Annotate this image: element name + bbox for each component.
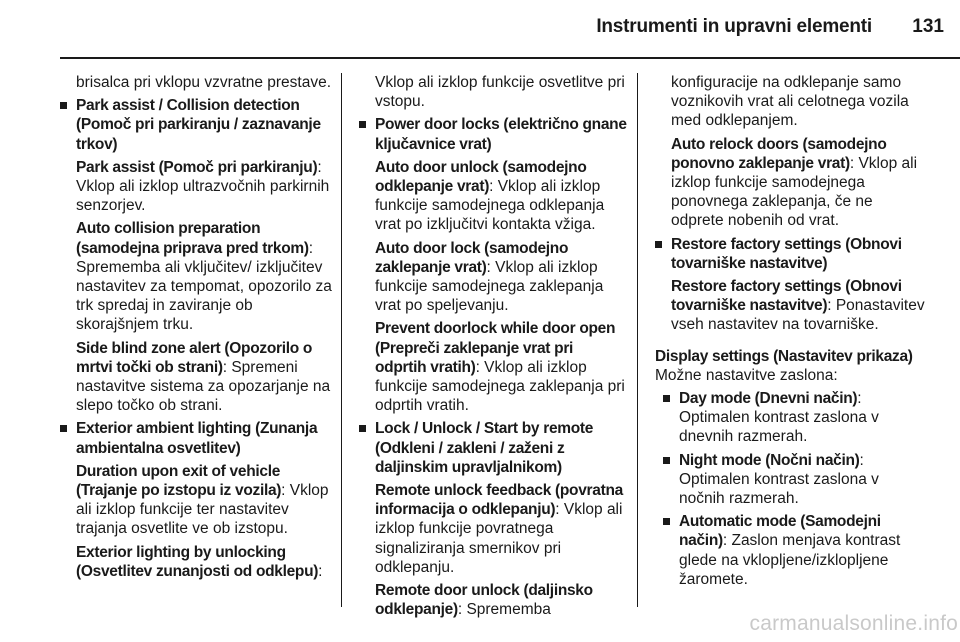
paragraph: Vklop ali izklop funkcije osvetlitve pri vstopu.	[375, 74, 625, 111]
bullet-square-icon	[663, 457, 670, 464]
item-heading: Exterior ambient lighting (Zunanja ambientalna osvetlitev)	[76, 420, 318, 457]
sub-item-title: Auto collision preparation (samodejna priprava pred trkom)	[76, 220, 309, 257]
paragraph: konfiguracije na odklepanje samo voznikovih vrat ali celotnega vozila med odklepanjem.	[671, 74, 909, 130]
list-item-remote	[359, 419, 627, 619]
sub-item-text: : Vklop ali izklop funkcije ter nastavitev trajanja osvetlite ve ob izstopu.	[76, 482, 329, 538]
sub-item-title: Duration upon exit of vehicle (Trajanje po izstopu iz vozila)	[76, 462, 282, 500]
sub-item-text: : Sprememba ali vključitev/ izključitev nastavitev za tempomat, opozorilo za trk spredaj in zaviranje ob skorajšnjem trku.	[76, 239, 332, 334]
bullet-square-icon	[60, 425, 67, 432]
watermark: carmanualsonline.info	[749, 612, 958, 635]
paragraph: brisalca pri vklopu vzvratne prestave.	[76, 74, 332, 91]
sub-item-text: : Zaslon menjava kontrast glede na vklopljene/izklopljene žaromete.	[679, 532, 901, 588]
sub-item-title: Automatic mode (Samodejni način)	[679, 513, 881, 550]
list-item-night-mode	[663, 451, 927, 509]
list-item-day-mode	[663, 389, 927, 447]
list-item-power-door-locks	[359, 115, 627, 415]
sub-item-text: : Vklop ali izklop funkcije samodejnega zaklepanja pri odprtih vratih.	[375, 358, 625, 415]
list-item-automatic-mode	[663, 512, 927, 589]
sub-item-title: Remote door unlock (daljinsko odklepanje)	[375, 582, 593, 619]
sub-item-title: Auto door unlock (samodejno odklepanje vrat)	[375, 158, 587, 196]
bullet-square-icon	[359, 121, 366, 128]
sub-item-title: Night mode (Nočni način)	[679, 451, 860, 469]
bullet-square-icon	[359, 425, 366, 432]
item-heading: Lock / Unlock / Start by remote (Odkleni / zakleni / zaženi z daljinskim upravljalnikom)	[375, 420, 594, 476]
sub-item-text: : Sprememba	[457, 601, 551, 619]
column-divider-1	[341, 73, 342, 607]
list-item-park-assist	[60, 96, 332, 415]
sub-item-text: : Vklop ali izklop funkcije povratnega signaliziranja smernikov pri odklepanju.	[375, 501, 623, 576]
sub-item-title: Side blind zone alert (Opozorilo o mrtvi točki ob strani)	[76, 339, 313, 376]
sub-item-title: Exterior lighting by unlocking (Osvetlitev zunanjosti od odklepu)	[76, 543, 319, 580]
sub-item-title: Auto relock doors (samodejno ponovno zaklepanje vrat)	[671, 135, 887, 172]
sub-item-title: Remote unlock feedback (povratna informacija o odklepanju)	[375, 482, 623, 519]
sub-item-text: : Spremeni nastavitve sistema za opozarjanje na slepo točko ob strani.	[76, 358, 331, 415]
sub-item-text: : Vklop ali izklop funkcije samodejnega odklepanja vrat po izključitvi kontakta vžiga.	[375, 178, 605, 234]
item-heading: Park assist / Collision detection (Pomoč pri parkiranju / zaznavanje trkov)	[76, 97, 321, 153]
page-header-title: Instrumenti in upravni elementi	[596, 16, 872, 37]
sub-item-title: Auto door lock (samodejno zaklepanje vrat)	[375, 239, 569, 276]
sub-item-text: : Optimalen kontrast zaslona v nočnih razmerah.	[679, 451, 879, 508]
item-heading: Power door locks (električno gnane ključavnice vrat)	[375, 116, 627, 153]
sub-item-title: Prevent doorlock while door open (Prepreči zaklepanje vrat pri odprtih vratih)	[375, 320, 616, 376]
sub-item-title: Park assist (Pomoč pri parkiranju)	[76, 158, 318, 176]
sub-item-text: : Vklop ali izklop ultrazvočnih parkirnih senzorjev.	[76, 158, 330, 215]
text-column-1	[60, 73, 332, 581]
paragraph: Možne nastavitve zaslona:	[655, 366, 838, 384]
bullet-square-icon	[663, 518, 670, 525]
sub-item-text: : Vklop ali izklop funkcije samodejnega zaklepanja vrat po speljevanju.	[375, 258, 604, 315]
text-column-3	[655, 73, 927, 589]
sub-item-text: : Optimalen kontrast zaslona v dnevnih razmerah.	[679, 390, 879, 446]
sub-item-text: : Vklop ali izklop funkcije samodejnega ponovnega zaklepanja, če ne odprete nobenih od vrat.	[671, 154, 918, 230]
list-item-ambient-lighting	[60, 419, 332, 581]
sub-item-title: Day mode (Dnevni način)	[679, 390, 858, 408]
list-item-restore-factory	[655, 235, 927, 335]
sub-item-text: :	[318, 562, 323, 580]
text-column-2	[359, 73, 627, 619]
column-divider-2	[637, 73, 638, 607]
section-heading-display: Display settings (Nastavitev prikaza)	[655, 347, 913, 365]
page-number: 131	[912, 16, 944, 37]
sub-item-title: Restore factory settings (Obnovi tovarniške nastavitve)	[671, 278, 902, 315]
bullet-square-icon	[60, 102, 67, 109]
bullet-square-icon	[663, 395, 670, 402]
item-heading: Restore factory settings (Obnovi tovarniške nastavitve)	[671, 235, 902, 272]
sub-item-text: : Ponastavitev vseh nastavitev na tovarniške.	[671, 297, 925, 334]
header-divider	[60, 57, 960, 59]
bullet-square-icon	[655, 241, 662, 248]
